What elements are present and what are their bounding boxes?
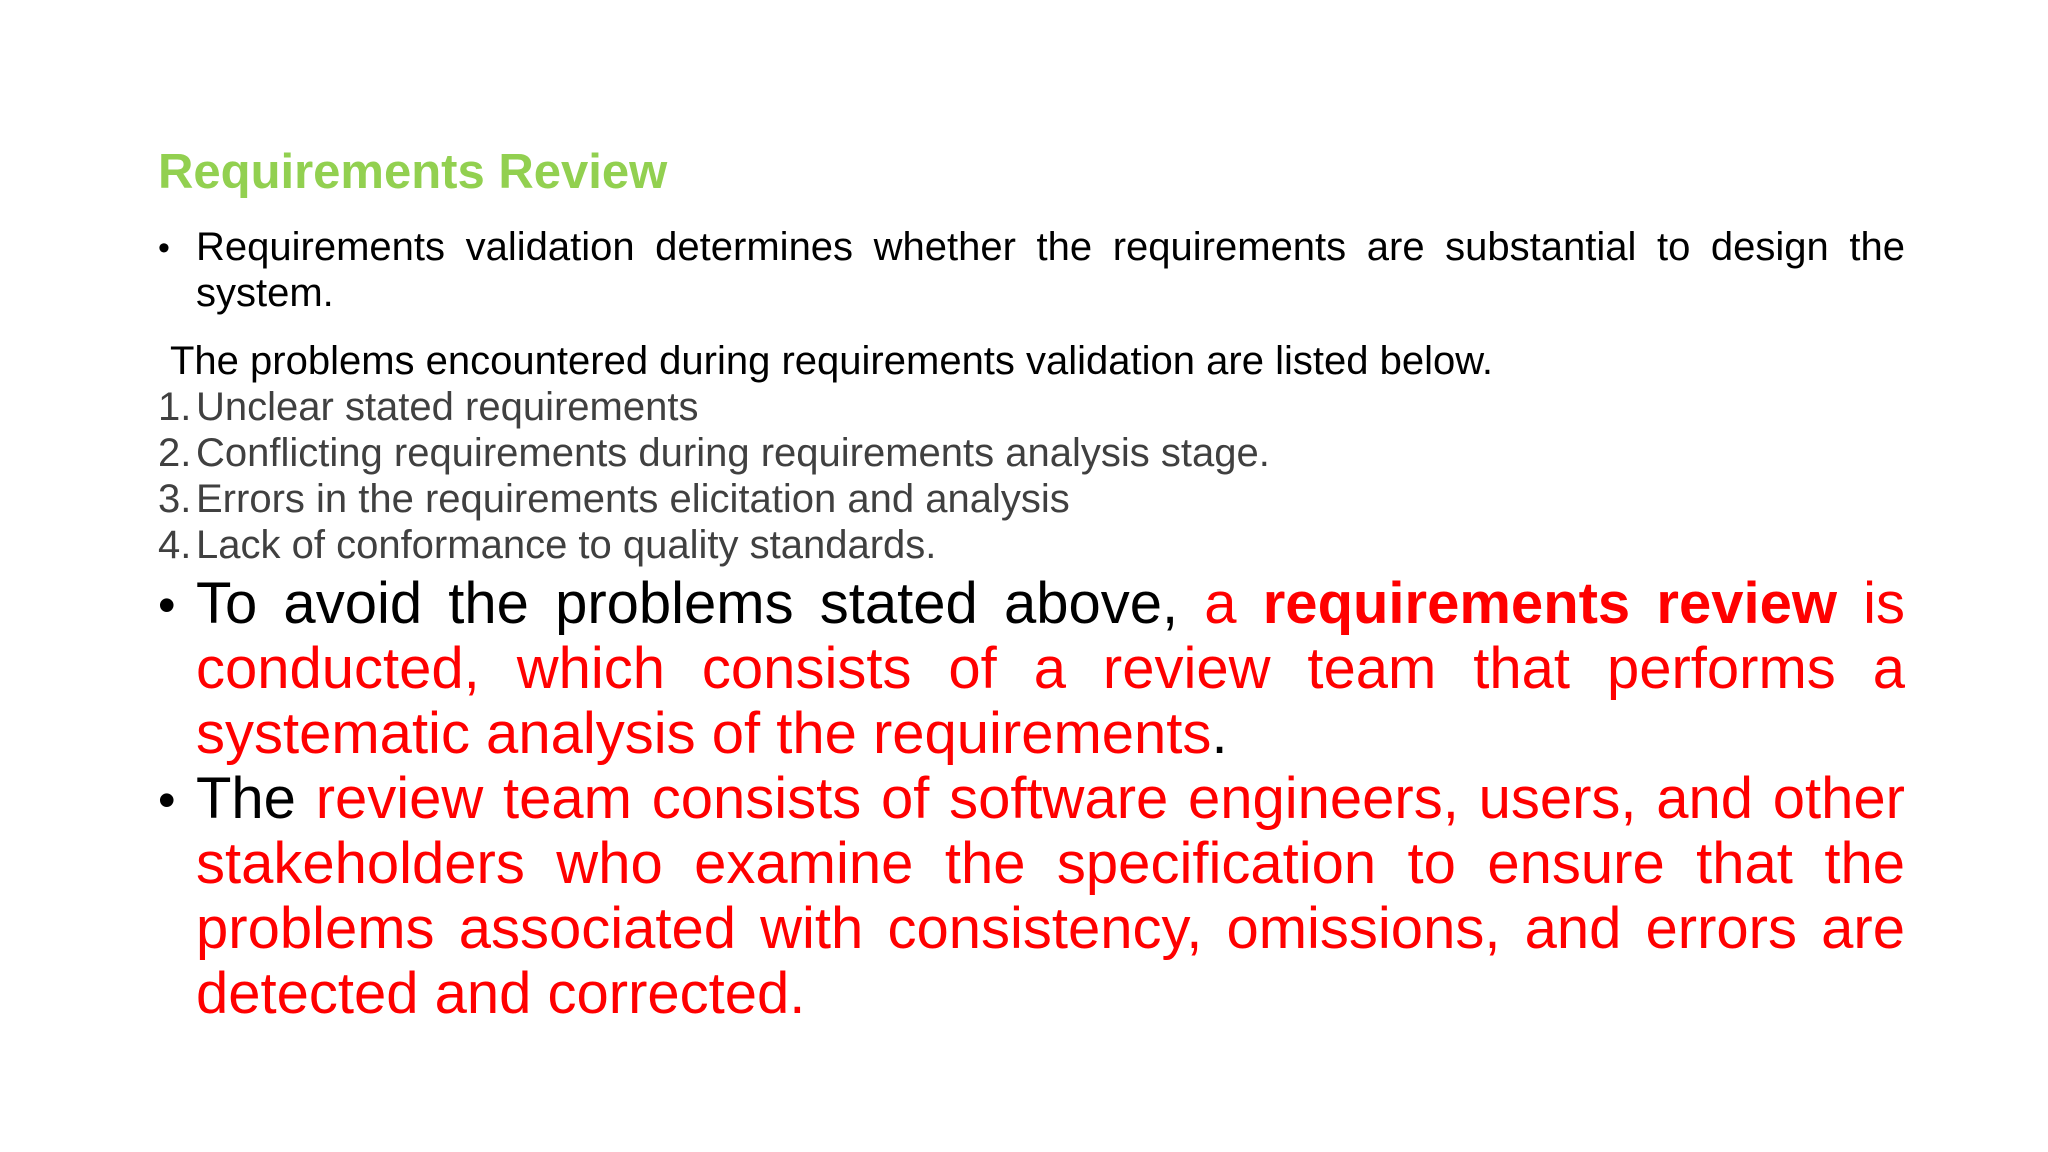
text-segment: a [1204,571,1263,636]
list-item [158,476,1270,522]
bullet-review-team-text [196,766,1905,1026]
list-item [158,384,1270,430]
list-item-text: Lack of conformance to quality standards. [196,523,937,567]
text-segment: The [196,766,316,831]
list-number: 2. [158,431,192,475]
bullet-review-team [158,766,1905,1026]
list-item-text: Unclear stated requirements [196,385,699,429]
bullet-validation [158,224,1905,316]
list-number: 1. [158,385,192,429]
list-number: 4. [158,523,192,567]
list-item [158,430,1270,476]
text-segment: review team consists of software engineers, users, and other stakeholders who examine the specification to ensure that the problems associated with consistency, omissions, and errors are detected and corrected. [196,766,1905,1026]
bullet-review-purpose [158,571,1905,766]
list-item [158,522,1270,568]
problems-list [158,384,1270,568]
text-segment: . [1211,701,1228,766]
text-segment: To avoid the problems stated above, [196,571,1205,636]
bullet-dot-icon: • [158,229,170,267]
bullet-validation-text: Requirements validation determines whether the requirements are substantial to design the system. [196,225,1905,315]
text-segment: is conducted, which consists of a review team that performs a systematic analysis of the requirements [196,571,1905,766]
list-item-text: Errors in the requirements elicitation and analysis [196,477,1070,521]
list-item-text: Conflicting requirements during requirements analysis stage. [196,431,1270,475]
problems-intro: The problems encountered during requirements validation are listed below. [170,339,1493,383]
bullet-review-purpose-text [196,571,1905,766]
list-number: 3. [158,477,192,521]
slide-title: Requirements Review [158,145,668,199]
bullet-dot-icon: • [158,577,176,633]
bullet-dot-icon: • [158,772,176,828]
emphasis-term: requirements review [1262,571,1837,636]
